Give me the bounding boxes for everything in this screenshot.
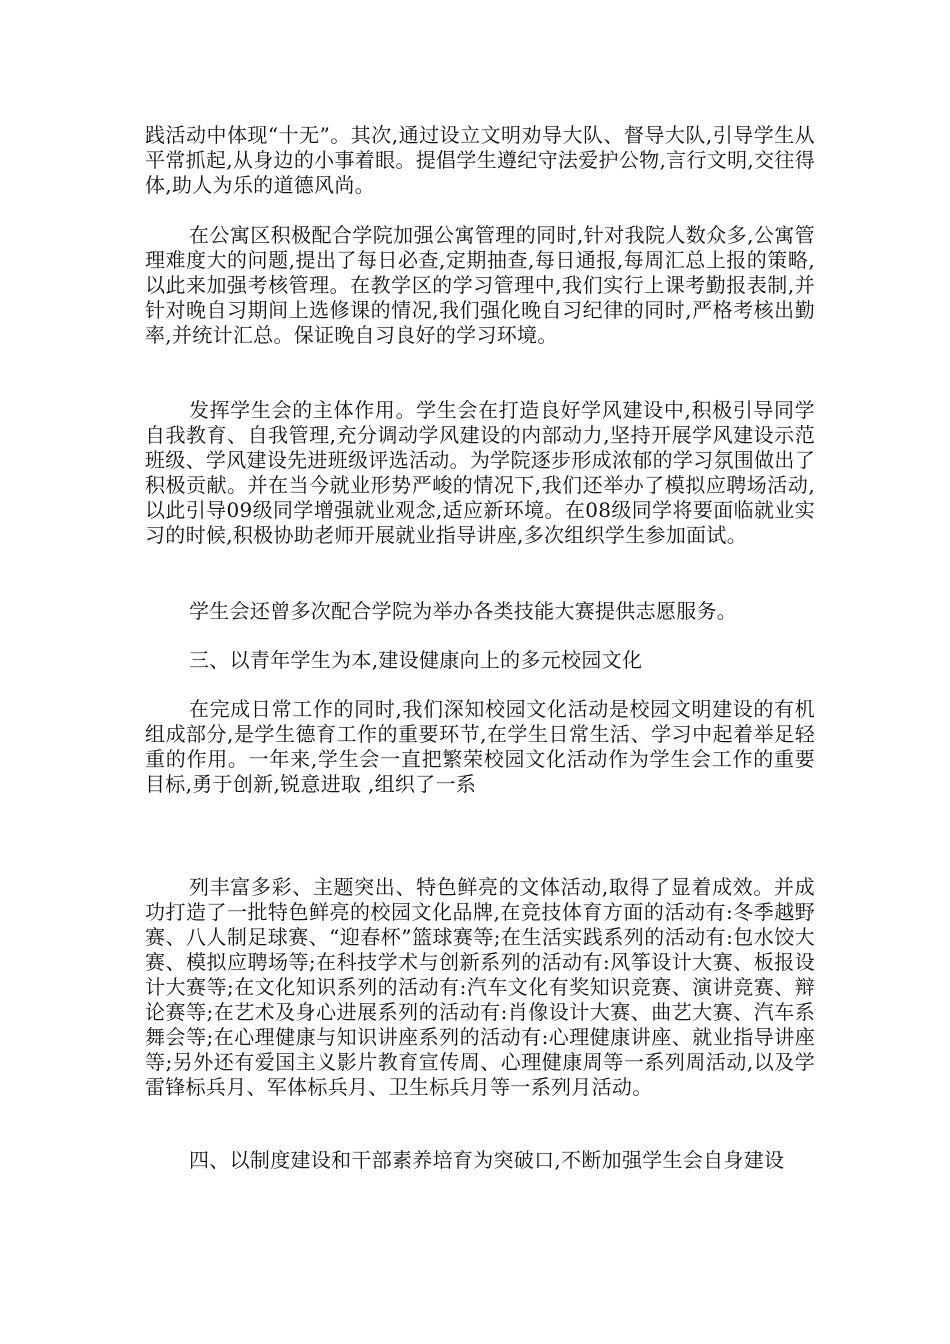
section-heading-3: 三、以青年学生为本,建设健康向上的多元校园文化 [189, 648, 643, 672]
paragraph-6: 列丰富多彩、主题突出、特色鲜亮的文体活动,取得了显着成效。并成功打造了一批特色鲜亮的校园文化品牌,在竞技体育方面的活动有:冬季越野赛、八人制足球赛、“迎春杯”篮球赛等;在生活实践系列的活动有:包水饺大赛、模拟应聘场等;在科技学术与创新系列的活动有:风筝设计大赛、板报设计大赛等;在文化知识系列的活动有:汽车文化有奖知识竞赛、演讲竞赛、辩论赛等;在艺术及身心进展系列的活动有:肖像设计大赛、曲艺大赛、汽车系舞会等;在心理健康与知识讲座系列的活动有:心理健康讲座、就业指导讲座等;另外还有爱国主义影片教育宣传周、心理健康周等一系列周活动,以及学雷锋标兵月、军体标兵月、卫生标兵月等一系列月活动。 [145, 875, 815, 1099]
paragraph-3: 发挥学生会的主体作用。学生会在打造良好学风建设中,积极引导同学自我教育、自我管理,充分调动学风建设的内部动力,坚持开展学风建设示范班级、学风建设先进班级评选活动。为学院逐步形成浓郁的学习氛围做出了积极贡献。并在当今就业形势严峻的情况下,我们还举办了模拟应聘场活动,以此引导09级同学增强就业观念,适应新环境。在08级同学将要面临就业实习的时候,积极协助老师开展就业指导讲座,多次组织学生参加面试。 [145, 398, 815, 547]
paragraph-2: 在公寓区积极配合学院加强公寓管理的同时,针对我院人数众多,公寓管理难度大的问题,提出了每日必查,定期抽查,每日通报,每周汇总上报的策略,以此来加强考核管理。在教学区的学习管理中,我们实行上课考勤报表制,并针对晚自习期间上选修课的情况,我们强化晚自习纪律的同时,严格考核出勤率,并统计汇总。保证晚自习良好的学习环境。 [145, 223, 815, 347]
paragraph-5: 在完成日常工作的同时,我们深知校园文化活动是校园文明建设的有机组成部分,是学生德育工作的重要环节,在学生日常生活、学习中起着举足轻重的作用。一年来,学生会一直把繁荣校园文化活动作为学生会工作的重要目标,勇于创新,锐意进取 ,组织了一系 [145, 697, 815, 796]
paragraph-4: 学生会还曾多次配合学院为举办各类技能大赛提供志愿服务。 [189, 599, 738, 623]
paragraph-1: 践活动中体现“十无”。其次,通过设立文明劝导大队、督导大队,引导学生从平常抓起,从身边的小事着眼。提倡学生遵纪守法爱护公物,言行文明,交往得体,助人为乐的道德风尚。 [145, 123, 815, 197]
section-heading-4: 四、以制度建设和干部素养培育为突破口,不断加强学生会自身建设 [189, 1148, 785, 1172]
